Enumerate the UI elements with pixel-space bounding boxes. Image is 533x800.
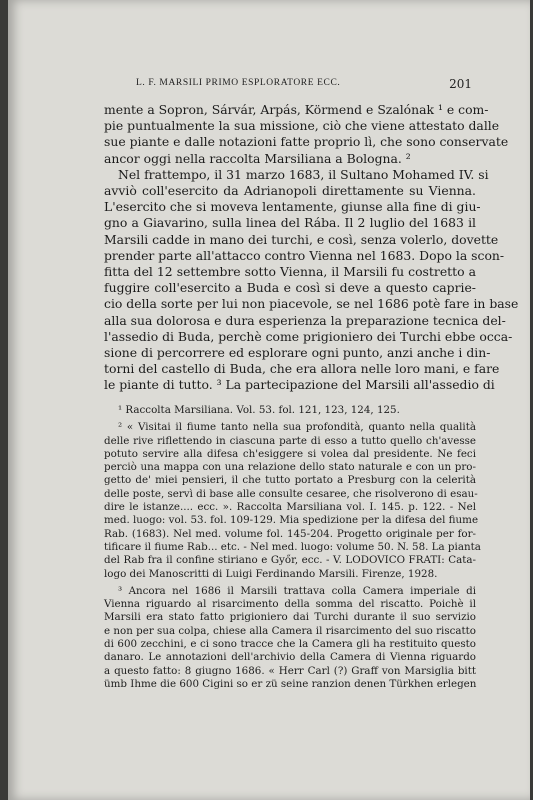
footnote-line: dire le istanze.... ecc. ». Raccolta Marsiliana vol. I. 145. p. 122. - Nel — [104, 501, 476, 514]
footnote-line: tificare il fiume Rab... etc. - Nel med. luogo: volume 50. N. 58. La pianta — [104, 540, 481, 553]
body-line: fuggire coll'esercito a Buda e così si deve a questo caprie- — [104, 280, 476, 296]
footnote-line: potuto servire alla difesa ch'esiggere si volea dal presidente. Ne feci — [104, 447, 476, 460]
body-line: Marsili cadde in mano dei turchi, e così, senza volerlo, dovette — [104, 231, 499, 247]
body-line: cio della sorte per lui non piacevole, se nel 1686 potè fare in base — [104, 296, 519, 312]
body-line: torni del castello di Buda, che era allora nelle loro mani, e fare — [104, 361, 500, 377]
body-line: Nel frattempo, il 31 marzo 1683, il Sultano Mohamed IV. si — [118, 166, 489, 182]
footnote-line: e non per sua colpa, chiese alla Camera il risarcimento del suo riscatto — [104, 624, 476, 637]
body-line: fitta del 12 settembre sotto Vienna, il Marsili fu costretto a — [104, 264, 476, 280]
book-page — [8, 0, 530, 800]
body-line: sione di percorrere ed esplorare ogni punto, anzi anche i din- — [104, 345, 491, 361]
page-header — [8, 78, 530, 96]
footnote-line: Rab. (1683). Nel med. volume fol. 145-204. Progetto originale per for- — [104, 527, 476, 540]
footnote-line: perciò una mappa con una relazione dello stato naturale e con un pro- — [104, 461, 476, 474]
running-title: L. F. MARSILI PRIMO ESPLORATORE ECC. — [136, 78, 341, 88]
footnote-line: Marsili era stato fatto prigioniero dai Turchi durante il suo servizio — [104, 611, 476, 624]
body-line: l'assedio di Buda, perchè come prigioniero dei Turchi ebbe occa- — [104, 328, 513, 344]
body-text — [104, 102, 519, 394]
footnote-line: delle rive riflettendo in ciascuna parte di esso a tutto quello ch'avesse — [104, 434, 476, 447]
footnote-line: ³ Ancora nel 1686 il Marsili trattava colla Camera imperiale di — [118, 584, 476, 597]
footnote-line: del Rab fra il confine stiriano e Győr, ecc. - V. LODOVICO FRATI: Cata- — [104, 554, 476, 567]
footnote-line: Vienna riguardo al risarcimento della somma del riscatto. Poichè il — [104, 598, 476, 611]
body-line: ancor oggi nella raccolta Marsiliana a Bologna. ² — [104, 150, 411, 166]
footnote-line: ² « Visitai il fiume tanto nella sua profondità, quanto nella qualità — [118, 421, 476, 434]
footnote-line: med. luogo: vol. 53. fol. 109-129. Mia spedizione per la difesa del fiume — [104, 514, 479, 527]
footnote-line: di 600 zecchini, e ci sono tracce che la Camera gli ha restituito questo — [104, 638, 476, 651]
body-line: gno a Giavarino, sulla linea del Rába. Il 2 luglio del 1683 il — [104, 215, 476, 231]
footnote-line: ¹ Raccolta Marsiliana. Vol. 53. fol. 121, 123, 124, 125. — [118, 404, 400, 416]
body-line: avviò coll'esercito da Adrianopoli direttamente su Vienna. — [104, 183, 476, 199]
body-line: pie puntualmente la sua missione, ciò che viene attestato dalle — [104, 118, 500, 134]
footnote-line: getto de' miei pensieri, il che tutto portato a Presburg con la celerità — [104, 474, 476, 487]
body-line: L'esercito che si moveva lentamente, giunse alla fine di giu- — [104, 199, 481, 215]
body-line: prender parte all'attacco contro Vienna nel 1683. Dopo la scon- — [104, 247, 505, 263]
body-line: mente a Sopron, Sárvár, Arpás, Körmend e Szalónak ¹ e com- — [104, 102, 489, 117]
footnote-line: danaro. Le annotazioni dell'archivio della Camera di Vienna riguardo — [104, 651, 476, 664]
footnote-line: ümb Ihme die 600 Cigini so er zü seine ranzion denen Türkhen erlegen — [104, 677, 477, 690]
footnotes — [104, 404, 481, 691]
body-line: alla sua dolorosa e dura esperienza la preparazione tecnica del- — [104, 312, 506, 328]
footnote-line: delle poste, servì di base alle consulte cesaree, che risolverono di esau- — [104, 487, 478, 500]
footnote-line: a questo fatto: 8 giugno 1686. « Herr Carl (?) Graff von Marsiglia bitt — [104, 664, 476, 677]
body-line: sue piante e dalle notazioni fatte proprio lì, che sono conservate — [104, 134, 509, 150]
footnote-line: logo dei Manoscritti di Luigi Ferdinando Marsili. Firenze, 1928. — [104, 567, 438, 580]
body-line: le piante di tutto. ³ La partecipazione del Marsili all'assedio di — [104, 377, 495, 393]
page-number: 201 — [449, 77, 472, 91]
